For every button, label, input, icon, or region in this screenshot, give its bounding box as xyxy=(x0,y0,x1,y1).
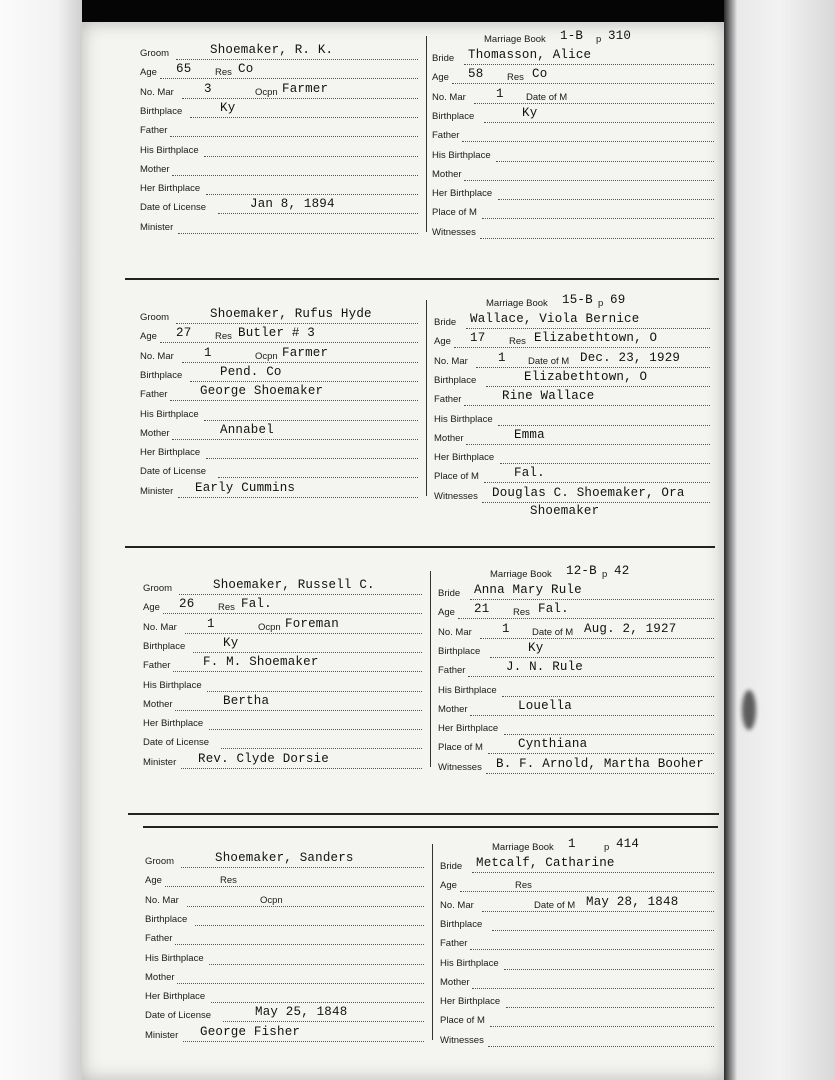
label-his-birthplace: His Birthplace xyxy=(440,957,499,969)
label-res: Res xyxy=(220,875,237,887)
field-underline xyxy=(498,199,714,200)
groom-res-value: Co xyxy=(238,62,254,77)
field-underline xyxy=(179,594,422,595)
field-underline xyxy=(206,194,418,195)
field-underline xyxy=(176,323,418,324)
label-mother: Mother xyxy=(440,976,470,988)
field-underline xyxy=(500,463,710,464)
bride-place-of-m-value: Fal. xyxy=(514,466,545,481)
field-underline xyxy=(187,906,424,907)
groom-name-value: Shoemaker, R. K. xyxy=(210,43,334,57)
field-underline xyxy=(472,988,714,989)
label-no-mar: No. Mar xyxy=(143,621,177,633)
bride-res-value: Fal. xyxy=(538,602,569,617)
field-underline xyxy=(183,1041,424,1042)
field-underline xyxy=(175,944,424,945)
label-father: Father xyxy=(143,660,171,672)
label-marriage-book: Marriage Book xyxy=(484,34,546,45)
record-divider xyxy=(426,36,427,232)
bride-date-of-m-value: Dec. 23, 1929 xyxy=(580,350,681,365)
label-date-of-license: Date of License xyxy=(140,202,207,214)
field-underline xyxy=(484,122,714,123)
field-underline xyxy=(207,691,422,692)
label-his-birthplace: His Birthplace xyxy=(432,149,491,161)
field-underline xyxy=(170,400,418,401)
field-underline xyxy=(175,710,422,711)
field-underline xyxy=(470,715,714,716)
label-bride: Bride xyxy=(438,588,461,599)
field-underline xyxy=(177,983,424,984)
field-underline xyxy=(490,1026,714,1027)
label-age: Age xyxy=(140,67,157,79)
label-no-mar: No. Mar xyxy=(440,899,474,911)
marriage-book-value: 1-B xyxy=(560,29,584,43)
field-underline xyxy=(470,599,714,600)
label-mother: Mother xyxy=(434,432,464,444)
field-underline xyxy=(160,342,418,343)
label-no-mar: No. Mar xyxy=(432,91,466,103)
field-underline xyxy=(486,773,714,774)
field-underline xyxy=(498,425,710,426)
field-underline xyxy=(182,98,418,99)
bride-res-value: Elizabethtown, O xyxy=(534,331,658,346)
field-underline xyxy=(488,753,714,754)
field-underline xyxy=(484,482,710,483)
label-page: p xyxy=(596,34,602,45)
label-birthplace: Birthplace xyxy=(140,105,183,117)
field-underline xyxy=(502,696,714,697)
label-date-of-m: Date of M xyxy=(534,899,576,911)
groom-res-value: Butler # 3 xyxy=(238,326,316,341)
bride-father-value: Rine Wallace xyxy=(502,389,595,404)
field-underline xyxy=(464,405,710,406)
label-witnesses: Witnesses xyxy=(440,1034,484,1046)
field-underline xyxy=(182,362,418,363)
groom-age-value: 26 xyxy=(179,597,195,612)
label-page: p xyxy=(604,842,610,853)
marriage-page-value: 42 xyxy=(614,564,630,578)
field-underline xyxy=(206,458,418,459)
marriage-book-value: 15-B xyxy=(562,293,593,307)
label-her-birthplace: Her Birthplace xyxy=(145,991,206,1003)
groom-name-value: Shoemaker, Rufus Hyde xyxy=(210,307,372,321)
bride-mother-value: Emma xyxy=(514,427,545,442)
field-underline xyxy=(504,969,714,970)
field-underline xyxy=(221,748,422,749)
label-minister: Minister xyxy=(145,1029,179,1041)
field-underline xyxy=(195,925,424,926)
field-underline xyxy=(185,633,422,634)
label-no-mar: No. Mar xyxy=(140,350,174,362)
label-groom: Groom xyxy=(140,312,170,323)
field-underline xyxy=(496,161,714,162)
record-separator xyxy=(143,826,718,828)
label-age: Age xyxy=(432,72,449,84)
field-underline xyxy=(223,1021,424,1022)
label-her-birthplace: Her Birthplace xyxy=(438,723,499,735)
label-her-birthplace: Her Birthplace xyxy=(140,447,201,459)
field-underline xyxy=(504,734,714,735)
field-underline xyxy=(480,638,714,639)
field-underline xyxy=(482,502,710,503)
label-minister: Minister xyxy=(140,485,174,497)
bride-name-value: Metcalf, Catharine xyxy=(476,856,615,870)
bride-mother-value: Louella xyxy=(518,698,572,713)
marriage-page-value: 310 xyxy=(608,29,632,43)
label-ocpn: Ocpn xyxy=(255,86,278,98)
label-res: Res xyxy=(215,331,232,343)
field-underline xyxy=(452,83,714,84)
label-mother: Mother xyxy=(432,168,462,180)
label-her-birthplace: Her Birthplace xyxy=(432,188,493,200)
label-age: Age xyxy=(145,875,162,887)
field-underline xyxy=(165,886,424,887)
field-underline xyxy=(490,657,714,658)
bride-name-value: Wallace, Viola Bernice xyxy=(470,312,640,326)
label-no-mar: No. Mar xyxy=(145,894,179,906)
groom-date-of-license-value: Jan 8, 1894 xyxy=(250,197,335,212)
groom-age-value: 27 xyxy=(176,326,192,341)
field-underline xyxy=(466,444,710,445)
label-her-birthplace: Her Birthplace xyxy=(440,996,501,1008)
field-underline xyxy=(204,156,418,157)
groom-age-value: 65 xyxy=(176,62,192,77)
field-underline xyxy=(486,386,710,387)
marriage-book-value: 12-B xyxy=(566,564,597,578)
label-her-birthplace: Her Birthplace xyxy=(434,452,495,464)
field-underline xyxy=(488,1046,714,1047)
field-underline xyxy=(476,367,710,368)
marriage-book-value: 1 xyxy=(568,837,576,851)
label-her-birthplace: Her Birthplace xyxy=(140,183,201,195)
groom-no-mar-value: 1 xyxy=(204,345,212,360)
label-res: Res xyxy=(218,602,235,614)
label-birthplace: Birthplace xyxy=(140,369,183,381)
label-bride: Bride xyxy=(432,53,455,64)
field-underline xyxy=(172,439,418,440)
field-underline xyxy=(176,59,418,60)
label-bride: Bride xyxy=(434,317,457,328)
bride-age-value: 58 xyxy=(468,67,484,82)
label-birthplace: Birthplace xyxy=(432,110,475,122)
bride-res-value: Co xyxy=(532,67,548,82)
bride-no-mar-value: 1 xyxy=(498,350,506,365)
field-underline xyxy=(218,213,418,214)
label-birthplace: Birthplace xyxy=(434,374,477,386)
label-groom: Groom xyxy=(140,48,170,59)
field-underline xyxy=(462,141,714,142)
bride-age-value: 21 xyxy=(474,602,490,617)
field-underline xyxy=(178,497,418,498)
label-mother: Mother xyxy=(140,163,170,175)
label-his-birthplace: His Birthplace xyxy=(145,952,204,964)
label-her-birthplace: Her Birthplace xyxy=(143,718,204,730)
bride-no-mar-value: 1 xyxy=(496,86,504,101)
label-father: Father xyxy=(438,665,466,677)
field-underline xyxy=(209,729,422,730)
label-place-of-m: Place of M xyxy=(432,207,477,219)
label-no-mar: No. Mar xyxy=(140,86,174,98)
bride-date-of-m-value: May 28, 1848 xyxy=(586,894,679,909)
field-underline xyxy=(466,328,710,329)
label-witnesses: Witnesses xyxy=(438,761,482,773)
label-place-of-m: Place of M xyxy=(438,742,483,754)
field-underline xyxy=(218,477,418,478)
field-underline xyxy=(181,867,424,868)
label-marriage-book: Marriage Book xyxy=(486,298,548,309)
groom-minister-value: George Fisher xyxy=(200,1024,301,1039)
scan-left-margin xyxy=(0,0,82,1080)
bride-birthplace-value: Ky xyxy=(522,105,538,120)
label-mother: Mother xyxy=(438,703,468,715)
groom-date-of-license-value: May 25, 1848 xyxy=(255,1005,348,1020)
bride-age-value: 17 xyxy=(470,331,486,346)
label-date-of-license: Date of License xyxy=(143,737,210,749)
label-res: Res xyxy=(513,607,530,619)
label-age: Age xyxy=(143,602,160,614)
bride-name-value: Thomasson, Alice xyxy=(468,48,592,62)
label-page: p xyxy=(598,298,604,309)
groom-birthplace-value: Ky xyxy=(223,635,239,650)
field-underline xyxy=(472,872,714,873)
record-separator xyxy=(125,278,719,280)
label-birthplace: Birthplace xyxy=(145,913,188,925)
label-mother: Mother xyxy=(143,698,173,710)
groom-minister-value: Early Cummins xyxy=(195,480,296,495)
field-underline xyxy=(464,180,714,181)
groom-no-mar-value: 3 xyxy=(204,81,212,96)
label-date-of-m: Date of M xyxy=(526,91,568,103)
field-underline xyxy=(492,930,714,931)
label-marriage-book: Marriage Book xyxy=(490,569,552,580)
label-page: p xyxy=(602,569,608,580)
groom-name-value: Shoemaker, Sanders xyxy=(215,851,354,865)
ink-blot xyxy=(742,690,756,730)
label-his-birthplace: His Birthplace xyxy=(143,679,202,691)
scan-right-margin xyxy=(724,0,835,1080)
label-mother: Mother xyxy=(140,427,170,439)
field-underline xyxy=(464,64,714,65)
field-underline xyxy=(482,911,714,912)
field-underline xyxy=(211,1002,424,1003)
field-underline xyxy=(190,381,418,382)
label-res: Res xyxy=(507,72,524,84)
field-underline xyxy=(172,175,418,176)
field-underline xyxy=(181,768,422,769)
label-date-of-license: Date of License xyxy=(145,1010,212,1022)
field-underline xyxy=(178,233,418,234)
bride-name-value: Anna Mary Rule xyxy=(474,583,582,597)
label-no-mar: No. Mar xyxy=(438,626,472,638)
label-groom: Groom xyxy=(145,856,175,867)
field-underline xyxy=(460,891,714,892)
record-separator xyxy=(128,813,719,815)
label-ocpn: Ocpn xyxy=(260,894,283,906)
marriage-page-value: 69 xyxy=(610,293,626,307)
bride-date-of-m-value: Aug. 2, 1927 xyxy=(584,621,677,636)
label-ocpn: Ocpn xyxy=(255,350,278,362)
label-father: Father xyxy=(145,933,173,945)
groom-no-mar-value: 1 xyxy=(207,616,215,631)
label-mother: Mother xyxy=(145,971,175,983)
label-witnesses: Witnesses xyxy=(434,490,478,502)
field-underline xyxy=(173,671,422,672)
label-father: Father xyxy=(140,125,168,137)
label-place-of-m: Place of M xyxy=(440,1015,485,1027)
bride-no-mar-value: 1 xyxy=(502,621,510,636)
bride-father-value: J. N. Rule xyxy=(506,660,584,675)
field-underline xyxy=(454,347,710,348)
label-his-birthplace: His Birthplace xyxy=(434,413,493,425)
field-underline xyxy=(204,420,418,421)
marriage-page-value: 414 xyxy=(616,837,640,851)
record-divider xyxy=(432,844,433,1040)
field-underline xyxy=(470,949,714,950)
groom-ocpn-value: Foreman xyxy=(285,616,339,631)
groom-mother-value: Annabel xyxy=(220,422,274,437)
label-groom: Groom xyxy=(143,583,173,594)
label-minister: Minister xyxy=(140,221,174,233)
field-underline xyxy=(480,238,714,239)
label-father: Father xyxy=(440,938,468,950)
record-divider xyxy=(426,300,427,496)
groom-ocpn-value: Farmer xyxy=(282,345,329,360)
field-underline xyxy=(468,676,714,677)
label-minister: Minister xyxy=(143,756,177,768)
label-ocpn: Ocpn xyxy=(258,621,281,633)
groom-birthplace-value: Ky xyxy=(220,100,236,115)
groom-res-value: Fal. xyxy=(241,597,272,612)
label-father: Father xyxy=(140,389,168,401)
field-underline xyxy=(163,613,422,614)
label-father: Father xyxy=(432,130,460,142)
record-divider xyxy=(430,571,431,767)
bride-birthplace-value: Ky xyxy=(528,640,544,655)
groom-minister-value: Rev. Clyde Dorsie xyxy=(198,751,329,766)
groom-ocpn-value: Farmer xyxy=(282,81,329,96)
label-res: Res xyxy=(215,67,232,79)
label-date-of-license: Date of License xyxy=(140,466,207,478)
field-underline xyxy=(458,618,714,619)
label-his-birthplace: His Birthplace xyxy=(140,408,199,420)
bride-witnesses-value: B. F. Arnold, Martha Booher xyxy=(496,756,704,771)
field-underline xyxy=(170,136,418,137)
record-separator xyxy=(125,546,715,548)
groom-father-value: F. M. Shoemaker xyxy=(203,655,319,670)
groom-father-value: George Shoemaker xyxy=(200,384,324,399)
label-age: Age xyxy=(438,607,455,619)
label-res: Res xyxy=(515,880,532,892)
bride-witnesses-value: Douglas C. Shoemaker, Ora xyxy=(492,485,685,500)
label-bride: Bride xyxy=(440,861,463,872)
field-underline xyxy=(160,78,418,79)
label-age: Age xyxy=(440,880,457,892)
label-birthplace: Birthplace xyxy=(143,640,186,652)
bride-birthplace-value: Elizabethtown, O xyxy=(524,369,648,384)
label-witnesses: Witnesses xyxy=(432,226,476,238)
label-father: Father xyxy=(434,394,462,406)
label-no-mar: No. Mar xyxy=(434,355,468,367)
label-birthplace: Birthplace xyxy=(440,918,483,930)
label-age: Age xyxy=(434,336,451,348)
field-underline xyxy=(193,652,422,653)
groom-birthplace-value: Pend. Co xyxy=(220,364,282,379)
field-underline xyxy=(482,218,714,219)
label-res: Res xyxy=(509,336,526,348)
bride-witnesses-continued: Shoemaker xyxy=(530,504,600,518)
groom-name-value: Shoemaker, Russell C. xyxy=(213,578,375,592)
label-date-of-m: Date of M xyxy=(532,626,574,638)
label-date-of-m: Date of M xyxy=(528,355,570,367)
field-underline xyxy=(474,103,714,104)
label-his-birthplace: His Birthplace xyxy=(140,144,199,156)
groom-mother-value: Bertha xyxy=(223,693,270,708)
field-underline xyxy=(506,1007,714,1008)
label-marriage-book: Marriage Book xyxy=(492,842,554,853)
label-place-of-m: Place of M xyxy=(434,471,479,483)
field-underline xyxy=(209,964,424,965)
label-his-birthplace: His Birthplace xyxy=(438,684,497,696)
bride-place-of-m-value: Cynthiana xyxy=(518,737,588,752)
field-underline xyxy=(190,117,418,118)
label-birthplace: Birthplace xyxy=(438,645,481,657)
label-age: Age xyxy=(140,331,157,343)
